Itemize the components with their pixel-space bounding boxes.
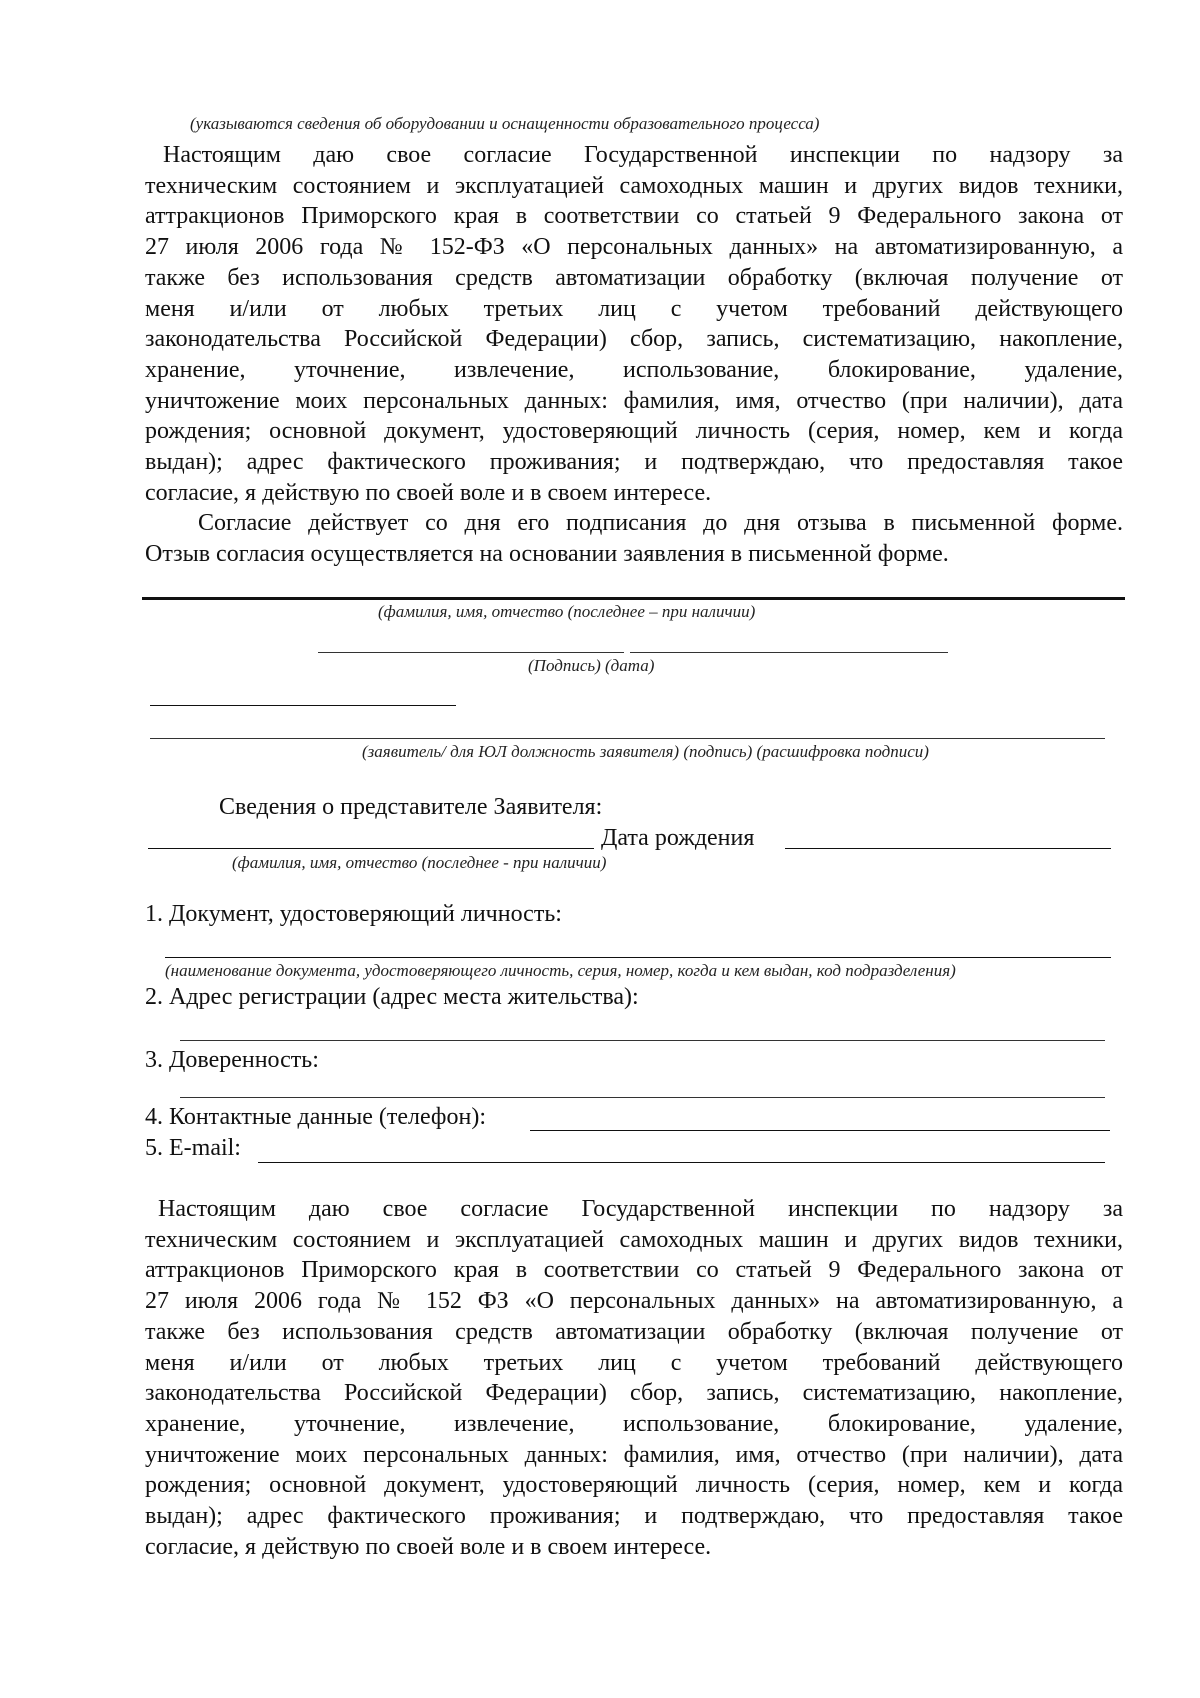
doc-note: (наименование документа, удостоверяющего личность, серия, номер, когда и кем выдан, код подразделения) [165, 961, 956, 980]
phone-line[interactable] [530, 1130, 1110, 1131]
consent-1-line: уничтожение моих персональных данных: фамилия, имя, отчество (при наличии), дата [145, 387, 1123, 414]
consent-2-line: выдан); адрес фактического проживания; и подтверждаю, что предоставляя такое [145, 1503, 1123, 1530]
representative-heading: Сведения о представителе Заявителя: [219, 794, 603, 820]
email-label: 5. E-mail: [145, 1135, 241, 1161]
short-blank-line[interactable] [150, 705, 456, 706]
applicant-note: (заявитель/ для ЮЛ должность заявителя) (подпись) (расшифровка подписи) [362, 742, 929, 761]
doc-line[interactable] [165, 957, 1111, 958]
consent-1-line: рождения; основной документ, удостоверяющий личность (серия, номер, кем и когда [145, 418, 1123, 445]
applicant-line[interactable] [150, 738, 1105, 739]
consent-2-line: 27 июля 2006 года № 152 ФЗ «О персональных данных» на автоматизированную, а [145, 1288, 1123, 1315]
proxy-label: 3. Доверенность: [145, 1047, 319, 1073]
address-label: 2. Адрес регистрации (адрес места жительства): [145, 984, 639, 1010]
consent-1-line: хранение, уточнение, извлечение, использование, блокирование, удаление, [145, 356, 1123, 383]
fio-line[interactable] [142, 597, 1125, 600]
consent-paragraph-1 [145, 140, 1123, 508]
signature-date-note: (Подпись) (дата) [528, 656, 655, 675]
validity-line-2: Отзыв согласия осуществляется на основании заявления в письменной форме. [145, 540, 949, 567]
consent-1-line: меня и/или от любых третьих лиц с учетом требований действующего [145, 295, 1123, 322]
consent-2-line: техническим состоянием и эксплуатацией самоходных машин и других видов техники, [145, 1226, 1123, 1253]
consent-1-line: согласие, я действую по своей воле и в своем интересе. [145, 479, 712, 506]
fio-note: (фамилия, имя, отчество (последнее – при наличии) [378, 602, 756, 621]
consent-1-line: законодательства Российской Федерации) сбор, запись, систематизацию, накопление, [145, 326, 1123, 353]
consent-2-line: аттракционов Приморского края в соответствии со статьей 9 Федерального закона от [145, 1257, 1123, 1284]
consent-2-line: согласие, я действую по своей воле и в своем интересе. [145, 1533, 712, 1560]
consent-2-line: законодательства Российской Федерации) сбор, запись, систематизацию, накопление, [145, 1380, 1123, 1407]
consent-1-line: 27 июля 2006 года № 152-ФЗ «О персональных данных» на автоматизированную, а [145, 234, 1123, 261]
representative-fio-line[interactable] [148, 848, 594, 849]
equipment-note: (указываются сведения об оборудовании и оснащенности образовательного процесса) [190, 114, 820, 133]
consent-2-line: хранение, уточнение, извлечение, использование, блокирование, удаление, [145, 1410, 1123, 1437]
phone-label: 4. Контактные данные (телефон): [145, 1104, 486, 1130]
representative-fio-note: (фамилия, имя, отчество (последнее - при наличии) [232, 853, 607, 872]
validity-paragraph [145, 508, 1123, 569]
consent-2-line: меня и/или от любых третьих лиц с учетом требований действующего [145, 1349, 1123, 1376]
birth-date-line[interactable] [785, 848, 1111, 849]
address-line[interactable] [180, 1040, 1105, 1041]
consent-2-line: рождения; основной документ, удостоверяющий личность (серия, номер, кем и когда [145, 1472, 1123, 1499]
date-line[interactable] [630, 652, 948, 653]
proxy-line[interactable] [180, 1097, 1105, 1098]
consent-1-line: аттракционов Приморского края в соответствии со статьей 9 Федерального закона от [145, 203, 1123, 230]
consent-1-line: также без использования средств автоматизации обработку (включая получение от [145, 264, 1123, 291]
validity-line-1: Согласие действует со дня его подписания до дня отзыва в письменной форме. [198, 510, 1123, 536]
consent-paragraph-2 [145, 1194, 1123, 1562]
signature-line[interactable] [318, 652, 624, 653]
doc-label: 1. Документ, удостоверяющий личность: [145, 901, 562, 927]
consent-2-line: также без использования средств автоматизации обработку (включая получение от [145, 1318, 1123, 1345]
consent-1-line: выдан); адрес фактического проживания; и подтверждаю, что предоставляя такое [145, 449, 1123, 476]
email-line[interactable] [258, 1162, 1105, 1163]
birth-date-label: Дата рождения [601, 825, 755, 851]
consent-2-line: Настоящим даю свое согласие Государственной инспекции по надзору за [158, 1196, 1123, 1222]
consent-1-line: техническим состоянием и эксплуатацией самоходных машин и других видов техники, [145, 172, 1123, 199]
consent-1-line: Настоящим даю свое согласие Государственной инспекции по надзору за [163, 142, 1123, 168]
consent-2-line: уничтожение моих персональных данных: фамилия, имя, отчество (при наличии), дата [145, 1441, 1123, 1468]
